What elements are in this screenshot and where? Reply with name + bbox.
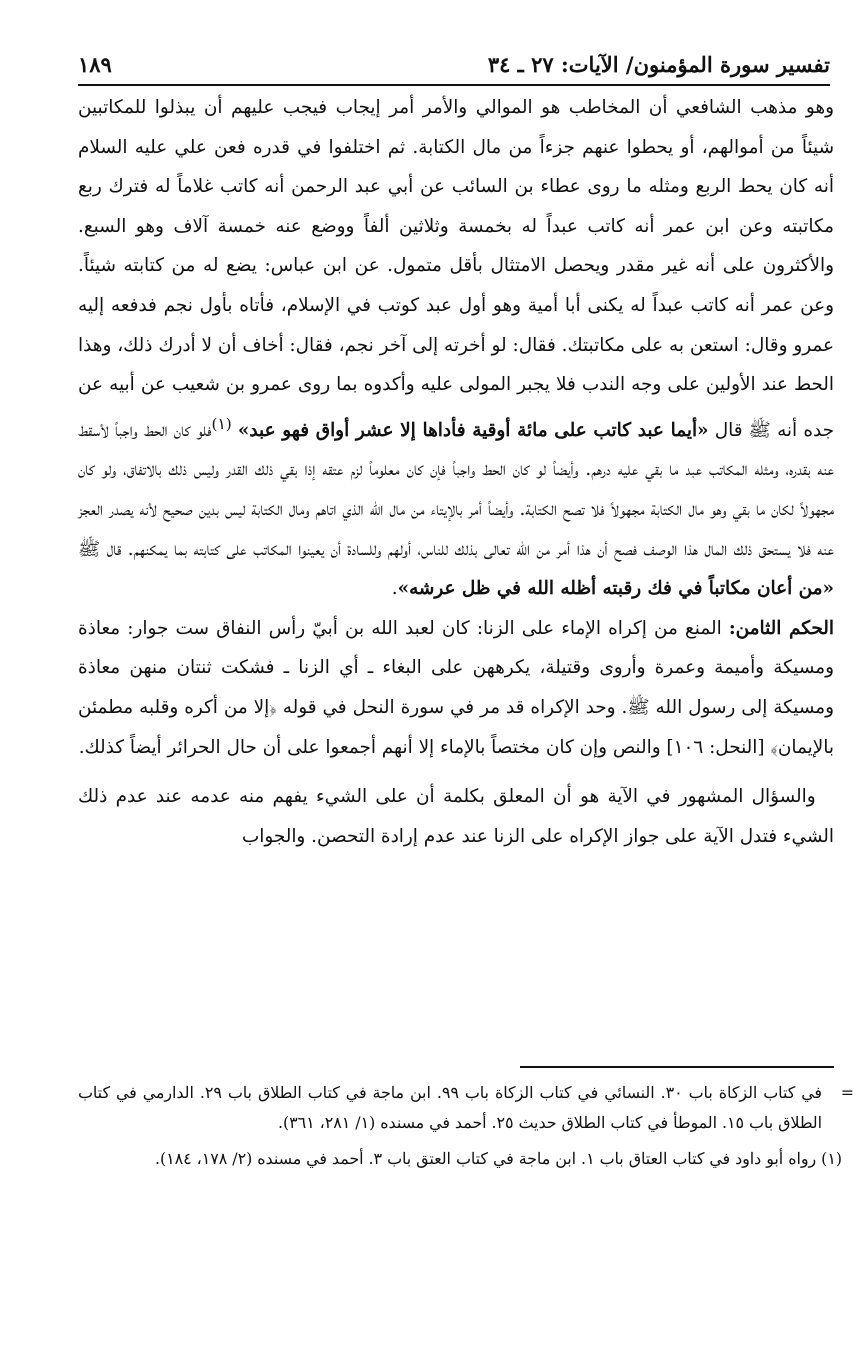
paragraph-2 <box>78 609 834 767</box>
footnote-continued <box>78 1078 854 1138</box>
paragraph-3 <box>78 777 834 856</box>
footnote-continued-text: في كتاب الزكاة باب ٣٠. النسائي في كتاب الزكاة باب ٩٩. ابن ماجة في كتاب الطلاق باب ٢٩. الدارمي في كتاب الطلاق باب ١٥. الموطأ في كتاب الطلاق حديث ٢٥. أحمد في مسنده (١/ ٢٨١، ٣٦١). <box>78 1083 822 1132</box>
footnotes <box>78 1078 854 1180</box>
footnote-reference-1: (١) <box>211 414 232 433</box>
paragraph-gap <box>78 767 834 777</box>
paragraph-1-text-b: فلو كان الحط واجباً لأسقط عنه بقدره، ومثله المكاتب عبد ما بقي عليه درهم. وأيضاً لو كان الحط واجباً فإن كان معلوماً لزم عتقه إذا بقي ذلك القدر وليس ذلك بالاتفاق، ولو كان مجهولاً لكان ما بقي وهو مال الكتابة مجهولاً فلا تصح الكتابة. وأيضاً أمر بالإيتاء من مال الله الذي اتاهم ومال الكتابة ليس بدين صحيح لأنه يصدر العجز عنه فلا يستحق ذلك المال هذا الوصف فصح أن هذا أمر من الله تعالى بذلك للناس، أولهم وللسادة أن يعينوا المكاتب على كتابته بما يمكنهم. قال ﷺ <box>78 419 834 560</box>
footnote-1 <box>78 1144 842 1174</box>
running-title: تفسير سورة المؤمنون/ الآيات: ٢٧ ـ ٣٤ <box>487 51 830 77</box>
paragraph-3-text: والسؤال المشهور في الآية هو أن المعلق بكلمة أن على الشيء يفهم منه عدمه عند عدم ذلك الشيء فتدل الآية على جواز الإكراه على الزنا عند عدم إرادة التحصن. والجواب <box>78 786 834 847</box>
footnote-separator <box>520 1066 834 1068</box>
paragraph-1-end: . <box>391 578 398 600</box>
paragraph-1 <box>78 88 834 609</box>
page-number: ١٨٩ <box>78 51 112 77</box>
ruling-heading: الحكم الثامن: <box>728 617 835 639</box>
footnote-1-marker: (١) <box>821 1149 842 1168</box>
hadith-quote-1: «أيما عبد كاتب على مائة أوقية فأداها إلا عشر أواق فهو عبد» <box>237 419 709 441</box>
footnote-1-text: رواه أبو داود في كتاب العتاق باب ١. ابن ماجة في كتاب العتق باب ٣. أحمد في مسنده (٢/ ١٧٨، ١٨٤). <box>154 1149 817 1168</box>
continuation-marker: = <box>840 1083 854 1102</box>
hadith-quote-2: «من أعان مكاتباً في فك رقبته أظله الله في ظل عرشه» <box>397 578 834 600</box>
paragraph-1-text-a: وهو مذهب الشافعي أن المخاطب هو الموالي والأمر أمر إيجاب فيجب عليهم أن يبذلوا للمكاتبين شيئاً من أموالهم، أو يحطوا عنهم جزءاً من مال الكتابة. ثم اختلفوا في قدره فعن علي عليه السلام أنه كان يحط الربع ومثله ما روى عطاء بن السائب عن أبي عبد الرحمن أنه كاتب غلاماً له فترك ربع مكاتبته وعن ابن عمر أنه كاتب عبداً له بخمسة وثلاثين ألفاً ووضع عنه خمسة آلاف وهو السبع. والأكثرون على أنه غير مقدر ويحصل الامتثال بأقل متمول. عن ابن عباس: يضع له من كتابته شيئاً. وعن عمر أنه كاتب عبداً له يكنى أبا أمية وهو أول عبد كوتب في الإسلام، فأتاه بأول نجم فدفعه إليه عمرو وقال: استعن به على مكاتبتك. فقال: لو أخرته إلى آخر نجم، فقال: أخاف أن لا أدرك ذلك، وهذا الحط عند الأولين على وجه الندب فلا يجبر المولى عليه وأكدوه بما روى عمرو بن شعيب عن أبيه عن جده أنه ﷺ قال <box>78 97 834 441</box>
paragraph-2-text: المنع من إكراه الإماء على الزنا: كان لعبد الله بن أبيّ رأس النفاق ست جوار: معاذة ومسيكة وأميمة وعمرة وأروى وقتيلة، يكرههن على البغاء ـ أي الزنا ـ فشكت ثنتان منهن معاذة ومسيكة إلى رسول الله ﷺ. وحد الإكراه قد مر في سورة النحل في قوله ﴿إلا من أكره وقلبه مطمئن بالإيمان﴾ [النحل: ١٠٦] والنص وإن كان مختصاً بالإماء إلا أنهم أجمعوا على أن حال الحرائر أيضاً كذلك. <box>78 617 834 758</box>
running-header <box>78 44 830 86</box>
main-text <box>78 88 834 856</box>
